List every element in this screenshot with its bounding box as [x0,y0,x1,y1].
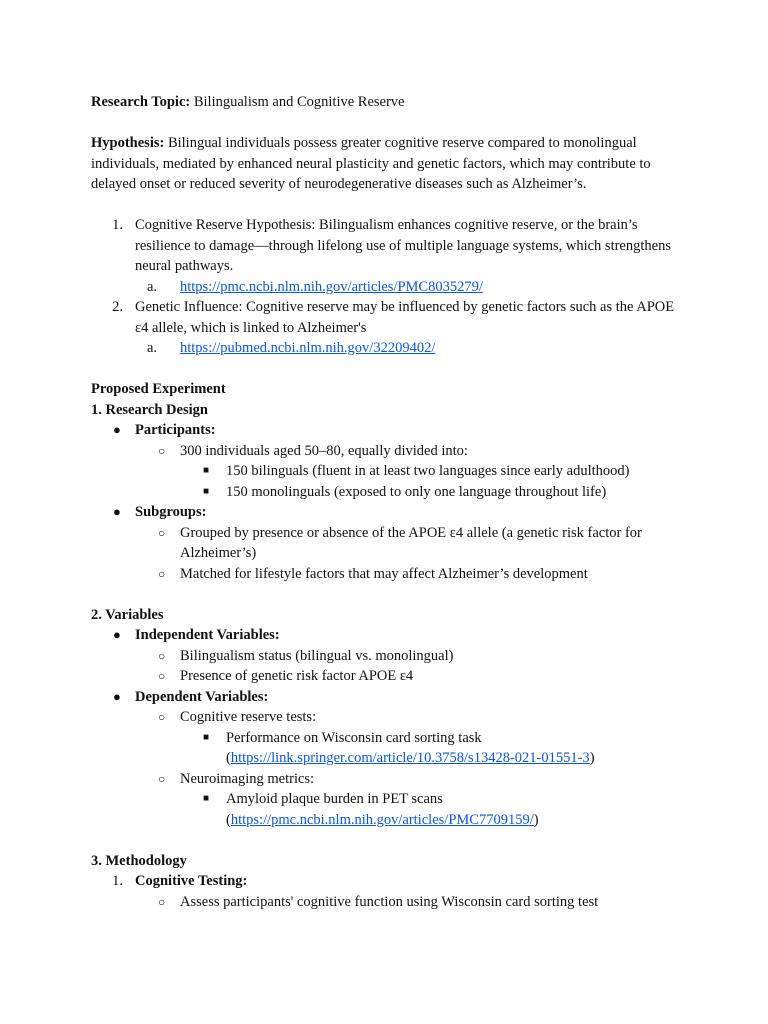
source-link[interactable]: https://pubmed.ncbi.nlm.nih.gov/32209402/ [180,340,436,356]
pet-text: Amyloid plaque burden in PET scans [226,791,443,807]
cognitive-tests-label: Cognitive reserve tests: [180,709,317,725]
pet-source-link[interactable]: https://pmc.ncbi.nlm.nih.gov/articles/PMC7709159/ [230,811,534,828]
list-letter: a. [147,278,158,295]
experiment-heading: Proposed Experiment [91,381,226,397]
variables-heading: 2. Variables [91,606,164,623]
independent-variable-text: Presence of genetic risk factor APOE ε4 [180,668,414,684]
bullet-icon: ● [113,504,121,519]
list-number: 1. [112,873,123,889]
circle-bullet-icon: ○ [158,443,166,458]
independent-variable-text: Bilingualism status (bilingual vs. monolingual) [180,647,454,664]
dependent-variables-label: Dependent Variables: [135,688,269,705]
research-topic [91,92,681,113]
list-item [91,646,681,667]
list-item [91,625,681,646]
hypothesis-label: Hypothesis: [91,135,165,151]
source-link[interactable]: https://pmc.ncbi.nlm.nih.gov/articles/PMC8035279/ [180,278,483,295]
circle-bullet-icon: ○ [158,566,166,581]
hypothesis-text: Bilingual individuals possess greater cognitive reserve compared to monolingual individuals, mediated by enhanced neural plasticity and genetic factors, which may contribute to delayed onset or reduced severity of neurodegenerative diseases such as Alzheimer’s. [91,135,651,192]
list-item [91,420,681,441]
list-item [91,871,681,892]
claim-item [91,215,681,277]
claim-text: Cognitive Reserve Hypothesis: Bilingualism enhances cognitive reserve, or the brain’s resilience to damage—through lifelong use of multiple language systems, which strengthens neural pathways. [135,217,671,274]
group-text: 150 monolinguals (exposed to only one language throughout life) [226,483,607,500]
research-topic-label: Research Topic: [91,94,191,110]
list-item [91,502,681,523]
document-page [91,92,681,912]
subgroup-text: Grouped by presence or absence of the APOE ε4 allele (a genetic risk factor for Alzheimer’s) [180,524,642,561]
square-bullet-icon: ■ [203,465,210,476]
open-paren: ( [226,750,231,766]
methodology-heading: 3. Methodology [91,852,187,869]
circle-bullet-icon: ○ [158,771,166,786]
list-letter: a. [147,340,158,356]
bullet-icon: ● [113,688,121,704]
research-topic-text: Bilingualism and Cognitive Reserve [190,94,405,110]
wcst-text: Performance on Wisconsin card sorting task [226,729,482,746]
bullet-icon: ● [113,627,121,642]
list-item [91,461,681,482]
list-item [91,707,681,728]
list-number: 2. [112,299,123,315]
square-bullet-icon: ■ [203,485,210,497]
hypothesis [91,133,681,195]
citation-line [91,810,681,831]
claim-source-item [91,277,681,298]
list-item [91,789,681,810]
participants-label: Participants: [135,422,216,438]
subgroup-text: Matched for lifestyle factors that may affect Alzheimer’s development [180,565,588,582]
list-item [91,441,681,462]
claim-text: Genetic Influence: Cognitive reserve may be influenced by genetic factors such as the APOE ε4 allele, which is linked to Alzheimer's [135,299,675,336]
list-item [91,564,681,585]
neuroimaging-label: Neuroimaging metrics: [180,770,315,787]
open-paren: ( [226,811,231,828]
bullet-icon: ● [113,422,121,437]
square-bullet-icon: ■ [203,793,210,804]
subgroups-label: Subgroups: [135,504,207,520]
circle-bullet-icon: ○ [158,669,166,683]
claim-item [91,297,681,338]
list-item [91,892,681,913]
close-paren: ) [533,811,539,828]
claim-source-item [91,338,681,359]
participants-description: 300 individuals aged 50–80, equally divided into: [180,442,468,459]
cognitive-testing-label: Cognitive Testing: [135,873,248,889]
square-bullet-icon: ■ [203,731,210,743]
list-item [91,728,681,749]
circle-bullet-icon: ○ [158,648,166,663]
group-text: 150 bilinguals (fluent in at least two languages since early adulthood) [226,463,630,479]
list-item [91,769,681,790]
circle-bullet-icon: ○ [158,894,166,909]
list-item [91,523,681,564]
list-item [91,666,681,687]
independent-variables-label: Independent Variables: [135,627,280,643]
wcst-source-link[interactable]: https://link.springer.com/article/10.3758/s13428-021-01551-3 [230,750,590,766]
circle-bullet-icon: ○ [158,525,166,540]
list-item [91,687,681,708]
close-paren: ) [589,750,595,766]
citation-line [91,748,681,769]
circle-bullet-icon: ○ [158,710,166,724]
research-design-heading: 1. Research Design [91,401,208,418]
list-number: 1. [112,217,123,233]
list-item [91,482,681,503]
cognitive-testing-detail: Assess participants' cognitive function using Wisconsin card sorting test [180,893,599,910]
